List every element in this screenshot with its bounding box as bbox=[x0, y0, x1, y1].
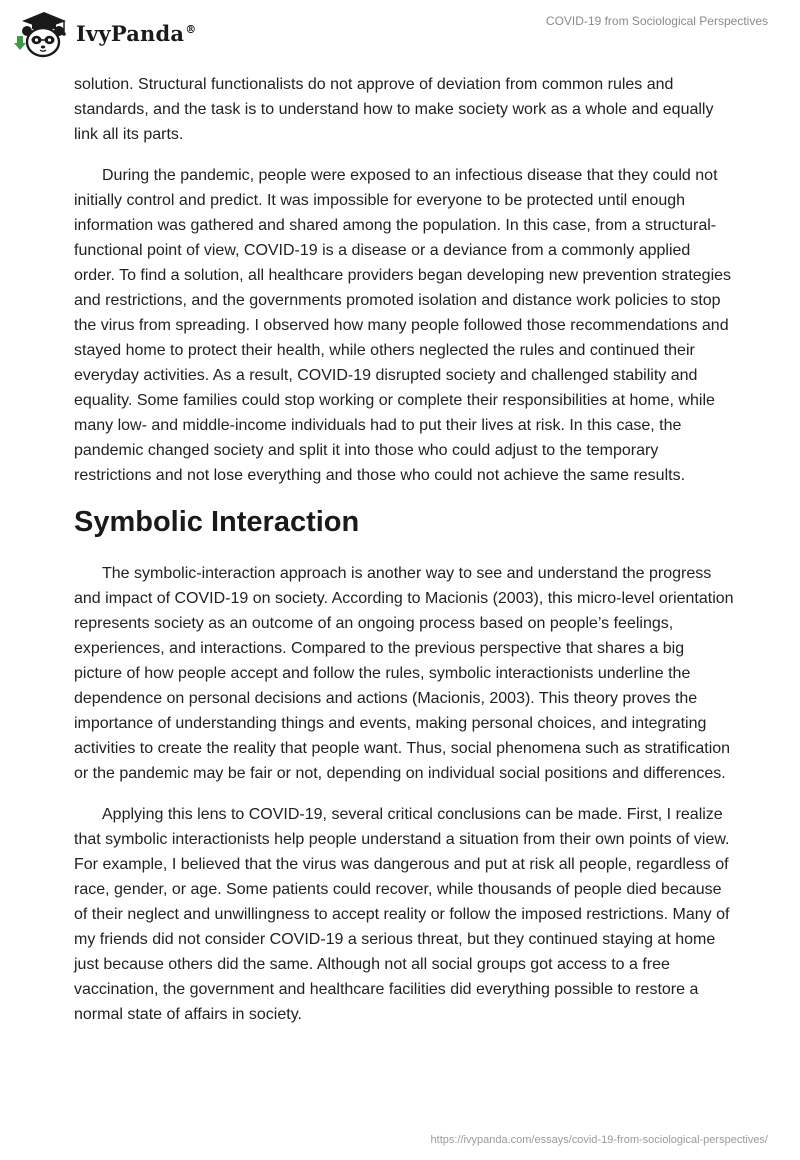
page-header bbox=[0, 0, 800, 64]
paragraph-applying-lens: Applying this lens to COVID-19, several critical conclusions can be made. First, I realize that symbolic interactionists help people understand a situation from their own points of view. For example, I believed that the virus was dangerous and put at risk all people, regardless of race, gender, or age. Some patients could recover, while thousands of people died because of their neglect and unwillingness to accept reality or follow the imposed restrictions. Many of my friends did not consider COVID-19 a serious threat, but they continued staying at home just because others did the same. Although not all social groups got access to a free vaccination, the government and healthcare facilities did everything possible to restore a normal state of affairs in society. bbox=[74, 806, 730, 1023]
paragraph-pandemic-structural: During the pandemic, people were exposed to an infectious disease that they could not initially control and predict. It was impossible for everyone to be protected until enough information was gathered and shared among the population. In this case, from a structural-functional point of view, COVID-19 is a disease or a deviance from a commonly applied order. To find a solution, all healthcare providers began developing new prevention strategies and restrictions, and the governments promoted isolation and distance work policies to stop the virus from spreading. I observed how many people followed those recommendations and stayed home to protect their health, while others neglected the rules and continued their everyday activities. As a result, COVID-19 disrupted society and challenged stability and equality. Some families could stop working or complete their responsibilities at home, while many low- and middle-income individuals had to put their lives at risk. In this case, the pandemic changed society and split it into those who could adjust to the temporary restrictions and not lose everything and those who could not achieve the same results. bbox=[74, 167, 732, 484]
essay-body bbox=[74, 72, 734, 1043]
brand-logo[interactable] bbox=[14, 9, 196, 59]
registered-mark: ® bbox=[185, 22, 197, 36]
section-heading-symbolic-interaction: Symbolic Interaction bbox=[74, 506, 360, 538]
paragraph-continued: solution. Structural functionalists do not approve of deviation from common rules and standards, and the task is to understand how to make society work as a whole and equally link all its parts. bbox=[74, 76, 714, 143]
document-title: COVID-19 from Sociological Perspectives bbox=[545, 14, 768, 28]
paragraph-symbolic-approach: The symbolic-interaction approach is another way to see and understand the progress and impact of COVID-19 on society. According to Macionis (2003), this micro-level orientation represents society as an outcome of an ongoing process based on people’s feelings, experiences, and interactions. Compared to the previous perspective that shares a big picture of how people accept and follow the rules, symbolic interactionists underline the dependence on personal decisions and actions (Macionis, 2003). This theory proves the importance of understanding things and events, making personal choices, and integrating activities to create the reality that people want. Thus, social phenomena such as stratification or the pandemic may be fair or not, depending on individual social positions and differences. bbox=[74, 565, 734, 782]
source-url-link[interactable]: https://ivypanda.com/essays/covid-19-from-sociological-perspectives/ bbox=[430, 1134, 768, 1146]
panda-logo-icon bbox=[14, 9, 70, 59]
brand-name: IvyPanda® bbox=[76, 20, 197, 46]
